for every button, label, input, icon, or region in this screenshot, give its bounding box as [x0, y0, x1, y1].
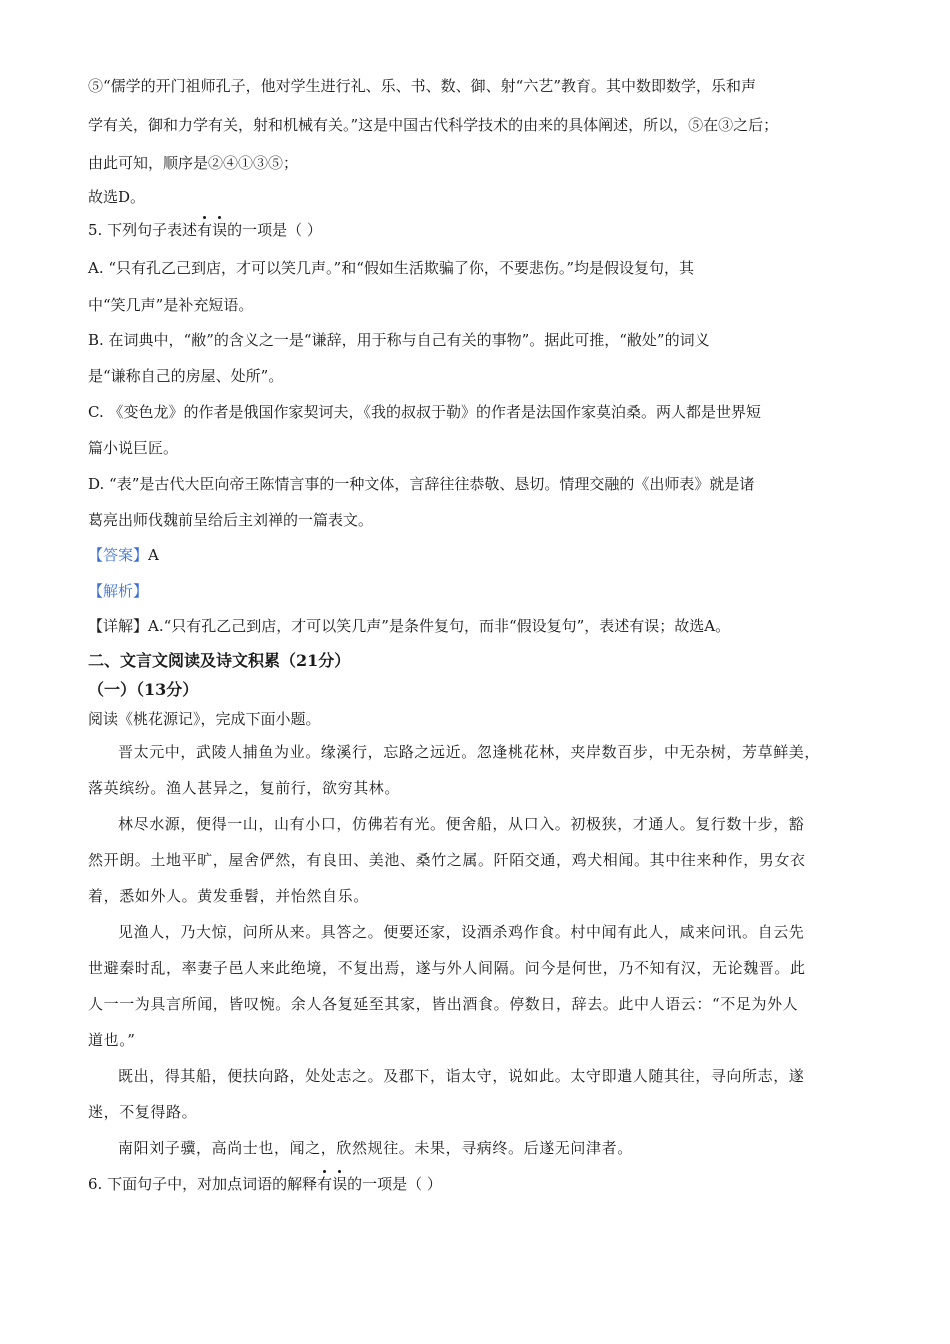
passage-p3-line-4: 道也。” [88, 1031, 136, 1049]
q5-detail: 【详解】A.“只有孔乙己到店，才可以笑几声”是条件复句，而非“假设复句”，表述有误；故选A。 [88, 617, 731, 635]
section-2-title: 二、文言文阅读及诗文积累（21分） [88, 651, 351, 670]
q5-option-b-line-1: B. 在词典中，“敝”的含义之一是“谦辞，用于称与自己有关的事物”。据此可推，“敝处”的词义 [88, 331, 710, 349]
q5-option-a-line-2: 中“笑几声”是补充短语。 [88, 296, 254, 314]
subsection-1-title: （一）（13分） [88, 680, 199, 699]
q5-option-b-line-2: 是“谦称自己的房屋、处所”。 [88, 367, 284, 385]
q5-stem-post: 的一项是（ ） [227, 221, 322, 239]
passage-p3-line-1: 见渔人，乃大惊，问所从来。具答之。便要还家，设酒杀鸡作食。村中闻有此人，咸来问讯。自云先 [118, 923, 805, 941]
analysis-tag: 【解析】 [88, 582, 149, 600]
q6-stem [88, 1174, 442, 1194]
q5-stem-pre: 5. 下列句子表述 [88, 221, 198, 239]
passage-p3-line-2: 世避秦时乱，率妻子邑人来此绝境，不复出焉，遂与外人间隔。问今是何世，乃不知有汉，无论魏晋。此 [88, 959, 806, 977]
answer-tag: 【答案】 [88, 546, 149, 564]
q5-option-c-line-1: C. 《变色龙》的作者是俄国作家契诃夫，《我的叔叔于勒》的作者是法国作家莫泊桑。两人都是世界短 [88, 403, 761, 421]
answer-value: A [148, 546, 159, 564]
q5-option-c-line-2: 篇小说巨匠。 [88, 439, 179, 457]
q6-dotted-char-1: 有 [317, 1175, 333, 1193]
q4-explanation-line-3: 由此可知，顺序是②④①③⑤； [88, 154, 299, 172]
q5-option-d-line-2: 葛亮出师伐魏前呈给后主刘禅的一篇表文。 [88, 511, 374, 529]
q4-explanation-line-2: 学有关，御和力学有关，射和机械有关。”这是中国古代科学技术的由来的具体阐述，所以，⑤在③之后； [88, 116, 779, 134]
q5-dotted-char-2: 误 [212, 221, 228, 239]
q6-dotted-char-2: 误 [332, 1175, 348, 1193]
passage-p2-line-1: 林尽水源，便得一山，山有小口，仿佛若有光。便舍船，从口入。初极狭，才通人。复行数十步，豁 [118, 815, 805, 833]
passage-p4-line-2: 迷，不复得路。 [88, 1103, 198, 1121]
passage-p2-line-3: 着，悉如外人。黄发垂髫，并怡然自乐。 [88, 887, 369, 905]
q6-stem-post: 的一项是（ ） [347, 1175, 442, 1193]
passage-p1-line-2: 落英缤纷。渔人甚异之，复前行，欲穷其林。 [88, 779, 401, 797]
q4-explanation-line-1: ⑤“儒学的开门祖师孔子，他对学生进行礼、乐、书、数、御、射“六艺”教育。其中数即数学，乐和声 [88, 77, 757, 95]
q5-stem [88, 220, 322, 240]
passage-p5-line-1: 南阳刘子骥，高尚士也，闻之，欣然规往。未果，寻病终。后遂无问津者。 [118, 1139, 633, 1157]
q5-dotted-char-1: 有 [197, 221, 213, 239]
q5-option-d-line-1: D. “表”是古代大臣向帝王陈情言事的一种文体，言辞往往恭敬、恳切。情理交融的《出师表》就是诸 [88, 475, 755, 493]
q5-option-a-line-1: A. “只有孔乙己到店，才可以笑几声。”和“假如生活欺骗了你，不要悲伤。”均是假设复句，其 [88, 259, 695, 277]
q4-conclusion: 故选D。 [88, 188, 146, 206]
q5-answer [88, 545, 159, 565]
passage-p1-line-1: 晋太元中，武陵人捕鱼为业。缘溪行，忘路之远近。忽逢桃花林，夹岸数百步，中无杂树，芳草鲜美， [118, 743, 821, 761]
reading-intro: 阅读《桃花源记》，完成下面小题。 [88, 710, 321, 728]
passage-p2-line-2: 然开朗。土地平旷，屋舍俨然，有良田、美池、桑竹之属。阡陌交通，鸡犬相闻。其中往来种作，男女衣 [88, 851, 806, 869]
q6-stem-pre: 6. 下面句子中，对加点词语的解释 [88, 1175, 318, 1193]
passage-p3-line-3: 人一一为具言所闻，皆叹惋。余人各复延至其家，皆出酒食。停数日，辞去。此中人语云：“不足为外人 [88, 995, 799, 1013]
passage-p4-line-1: 既出，得其船，便扶向路，处处志之。及郡下，诣太守，说如此。太守即遣人随其往，寻向所志，遂 [118, 1067, 805, 1085]
